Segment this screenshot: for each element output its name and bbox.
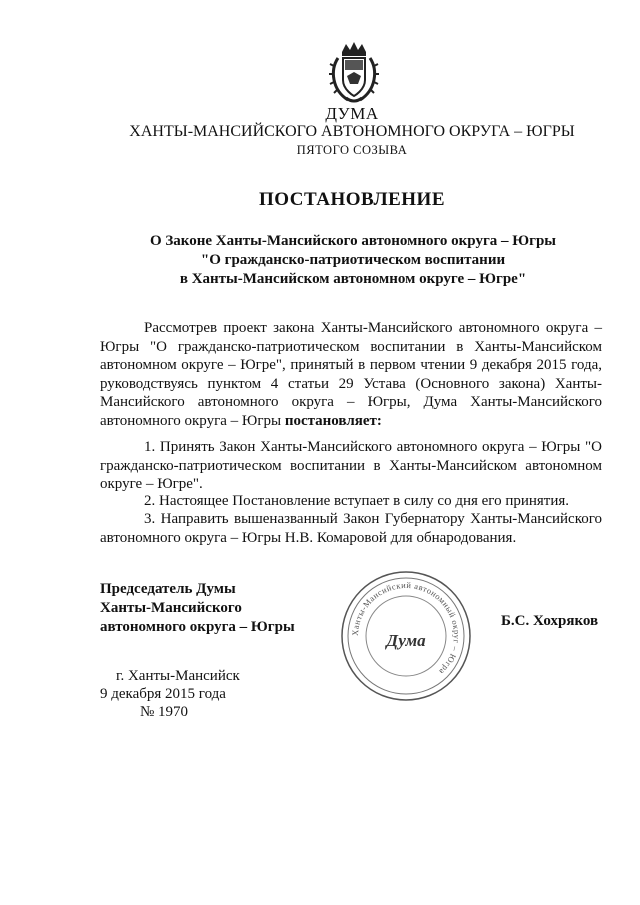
okrug-heading: ХАНТЫ-МАНСИЙСКОГО АВТОНОМНОГО ОКРУГА – ЮГРЫ [129,123,575,140]
preamble-text: Рассмотрев проект закона Ханты-Мансийского автономного округа – Югры "О гражданско-патриотическом воспитании в Ханты-Мансийском автономном округе – Югре", принятый в первом чтении 9 декабря 2015 года, руководствуясь пунктом 4 статьи 29 Устава (Основного закона) Ханты-Мансийского автономного округа – Югры, Дума Ханты-Мансийского автономного округа – Югры [100,320,602,429]
subject-line-3: в Ханты-Мансийском автономном округе – Югре" [179,271,527,287]
item-2: 2. Настоящее Постановление вступает в силу со дня его принятия. [144,493,570,509]
subject-line-2: "О гражданско-патриотическом воспитании [200,252,506,268]
stamp-center-text: Дума [386,631,426,650]
item-1: 1. Принять Закон Ханты-Мансийского автономного округа – Югры "О гражданско-патриотическом воспитании в Ханты-Мансийском автономном округе – Югре". [100,439,602,493]
signature-position-line-1: Председатель Думы [100,581,236,597]
signature-name: Б.С. Хохряков [501,613,599,629]
document-title: ПОСТАНОВЛЕНИЕ [258,189,446,210]
place: г. Ханты-Мансийск [116,668,240,684]
sozyv-heading: ПЯТОГО СОЗЫВА [296,143,408,157]
item-3: 3. Направить вышеназванный Закон Губернатору Ханты-Мансийского автономного округа – Югры Н.В. Комаровой для обнародования. [100,511,602,546]
document-number: № 1970 [140,704,189,720]
date: 9 декабря 2015 года [100,686,226,702]
preamble-decision: постановляет: [284,412,382,429]
stamp-ring-text: Ханты-Мансийский автономный округ – Югра [349,579,463,678]
duma-heading: ДУМА [325,104,379,123]
preamble-paragraph [100,319,602,431]
subject-line-1: О Законе Ханты-Мансийского автономного округа – Югры [149,233,557,249]
signature-position-line-3: автономного округа – Югры [100,619,295,635]
signature-position-line-2: Ханты-Мансийского [100,600,242,616]
official-seal-stamp [338,568,474,704]
signature-position [100,580,295,637]
coat-of-arms-icon [328,40,380,106]
